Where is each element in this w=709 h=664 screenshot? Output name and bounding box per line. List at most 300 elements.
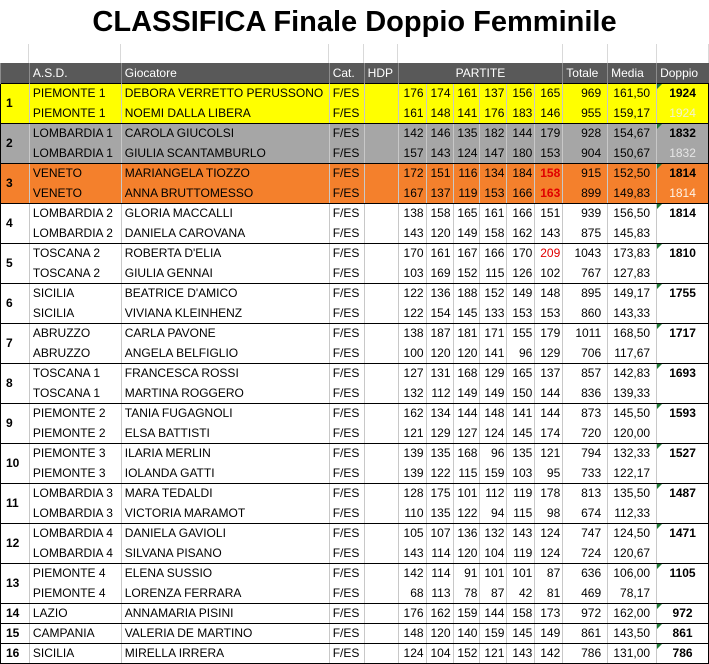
- cell-comment-marker-icon: [657, 484, 662, 489]
- doppio-value: 1814: [669, 166, 696, 181]
- game-score-cell: 149: [453, 383, 480, 403]
- game-score-cell: 135: [453, 123, 480, 143]
- game-score-cell: 128: [398, 483, 426, 503]
- game-score-cell: 127: [398, 363, 426, 383]
- game-score-cell: 152: [453, 263, 480, 283]
- game-score-cell: 107: [426, 523, 453, 543]
- table-row: [1, 303, 709, 323]
- doppio-value: 861: [672, 626, 693, 640]
- asd-cell: PIEMONTE 2: [29, 403, 121, 423]
- game-score-cell: 141: [453, 103, 480, 123]
- category-cell: F/ES: [329, 603, 364, 623]
- asd-cell: LOMBARDIA 3: [29, 503, 121, 523]
- hdp-cell: [364, 543, 398, 563]
- average-cell: 145,50: [608, 403, 657, 423]
- asd-cell: PIEMONTE 3: [29, 463, 121, 483]
- game-score-cell: 147: [480, 143, 507, 163]
- cell-comment-marker-icon: [657, 124, 662, 129]
- grid-cell: [657, 44, 709, 64]
- game-score-cell: 158: [480, 223, 507, 243]
- grid-cell: [364, 44, 398, 64]
- category-cell: F/ES: [329, 143, 364, 163]
- game-score-cell: 165: [535, 83, 563, 103]
- player-name-cell: ELENA SUSSIO: [121, 563, 329, 583]
- hdp-cell: [364, 523, 398, 543]
- category-cell: F/ES: [329, 543, 364, 563]
- game-score-cell: 133: [480, 303, 507, 323]
- doppio-value: 1471: [669, 526, 696, 541]
- game-score-cell: 129: [535, 343, 563, 363]
- rank-cell: 14: [1, 603, 30, 623]
- game-score-cell: 120: [453, 343, 480, 363]
- game-score-cell: 176: [398, 603, 426, 623]
- player-name-cell: ANNAMARIA PISINI: [121, 603, 329, 623]
- game-score-cell: 183: [507, 103, 535, 123]
- player-name-cell: MIRELLA IRRERA: [121, 643, 329, 663]
- game-score-cell: 153: [535, 143, 563, 163]
- asd-cell: PIEMONTE 3: [29, 443, 121, 463]
- category-cell: F/ES: [329, 323, 364, 343]
- doppio-value: 972: [672, 606, 693, 620]
- game-score-cell: 146: [535, 103, 563, 123]
- game-score-cell: 159: [480, 463, 507, 483]
- table-row: [1, 543, 709, 563]
- doppio-cell: [657, 223, 709, 243]
- doppio-cell: [657, 363, 709, 383]
- doppio-cell: [657, 163, 709, 183]
- header-asd: A.S.D.: [29, 63, 121, 83]
- category-cell: F/ES: [329, 103, 364, 123]
- game-score-cell: 114: [426, 563, 453, 583]
- table-row: [1, 103, 709, 123]
- game-score-cell: 135: [507, 443, 535, 463]
- hdp-cell: [364, 463, 398, 483]
- game-score-cell: 101: [480, 563, 507, 583]
- game-score-cell: 105: [398, 523, 426, 543]
- player-name-cell: NOEMI DALLA LIBERA: [121, 103, 329, 123]
- average-cell: 149,83: [608, 183, 657, 203]
- game-score-cell: 122: [426, 463, 453, 483]
- hdp-cell: [364, 303, 398, 323]
- player-name-cell: VIVIANA KLEINHENZ: [121, 303, 329, 323]
- doppio-cell: [657, 623, 709, 643]
- game-score-cell: 138: [398, 323, 426, 343]
- total-cell: 786: [563, 643, 608, 663]
- game-score-cell: 126: [507, 263, 535, 283]
- doppio-cell: [657, 543, 709, 563]
- cell-comment-marker-icon: [657, 204, 662, 209]
- game-score-cell: 120: [426, 623, 453, 643]
- doppio-cell: 1814: [657, 183, 709, 203]
- doppio-cell: [657, 503, 709, 523]
- total-cell: 767: [563, 263, 608, 283]
- rank-cell: 6: [1, 283, 30, 323]
- game-score-cell: 151: [426, 163, 453, 183]
- game-score-cell: 184: [507, 163, 535, 183]
- game-score-cell: 148: [535, 283, 563, 303]
- game-score-cell: 131: [426, 363, 453, 383]
- doppio-value: 1593: [669, 406, 696, 421]
- category-cell: F/ES: [329, 383, 364, 403]
- game-score-cell: 124: [480, 423, 507, 443]
- header-hdp: HDP: [364, 63, 398, 83]
- game-score-cell: 124: [535, 523, 563, 543]
- grid-cell: [0, 44, 29, 64]
- game-score-cell: 163: [535, 183, 563, 203]
- header-doppio: Doppio: [657, 63, 709, 83]
- average-cell: 149,17: [608, 283, 657, 303]
- game-score-cell: 161: [398, 103, 426, 123]
- game-score-cell: 103: [398, 263, 426, 283]
- total-cell: 873: [563, 403, 608, 423]
- average-cell: 161,50: [608, 83, 657, 103]
- doppio-cell: [657, 423, 709, 443]
- hdp-cell: [364, 83, 398, 103]
- average-cell: 154,67: [608, 123, 657, 143]
- game-score-cell: 124: [453, 143, 480, 163]
- table-row: [1, 263, 709, 283]
- game-score-cell: 182: [480, 123, 507, 143]
- cell-comment-marker-icon: [657, 624, 662, 629]
- game-score-cell: 158: [535, 163, 563, 183]
- player-name-cell: GIULIA GENNAI: [121, 263, 329, 283]
- game-score-cell: 134: [480, 163, 507, 183]
- total-cell: 836: [563, 383, 608, 403]
- game-score-cell: 161: [480, 203, 507, 223]
- game-score-cell: 141: [480, 343, 507, 363]
- asd-cell: TOSCANA 2: [29, 263, 121, 283]
- game-score-cell: 179: [535, 323, 563, 343]
- doppio-cell: [657, 643, 709, 663]
- table-row: [1, 523, 709, 543]
- game-score-cell: 115: [453, 463, 480, 483]
- doppio-cell: [657, 323, 709, 343]
- hdp-cell: [364, 283, 398, 303]
- average-cell: 145,83: [608, 223, 657, 243]
- total-cell: 469: [563, 583, 608, 603]
- page-title: CLASSIFICA Finale Doppio Femminile: [92, 6, 617, 38]
- doppio-cell: [657, 603, 709, 623]
- category-cell: F/ES: [329, 183, 364, 203]
- game-score-cell: 104: [426, 643, 453, 663]
- game-score-cell: 144: [480, 603, 507, 623]
- game-score-cell: 158: [426, 203, 453, 223]
- hdp-cell: [364, 183, 398, 203]
- total-cell: 955: [563, 103, 608, 123]
- game-score-cell: 120: [453, 543, 480, 563]
- game-score-cell: 143: [426, 143, 453, 163]
- cell-comment-marker-icon: [657, 404, 662, 409]
- game-score-cell: 120: [426, 343, 453, 363]
- category-cell: F/ES: [329, 563, 364, 583]
- game-score-cell: 103: [507, 463, 535, 483]
- table-row: [1, 463, 709, 483]
- category-cell: F/ES: [329, 483, 364, 503]
- doppio-cell: [657, 303, 709, 323]
- asd-cell: PIEMONTE 4: [29, 563, 121, 583]
- rank-cell: 1: [1, 83, 30, 123]
- hdp-cell: [364, 443, 398, 463]
- game-score-cell: 209: [535, 243, 563, 263]
- total-cell: 939: [563, 203, 608, 223]
- category-cell: F/ES: [329, 243, 364, 263]
- table-row: [1, 583, 709, 603]
- game-score-cell: 159: [453, 603, 480, 623]
- game-score-cell: 137: [426, 183, 453, 203]
- total-cell: 636: [563, 563, 608, 583]
- average-cell: 131,00: [608, 643, 657, 663]
- game-score-cell: 101: [453, 483, 480, 503]
- game-score-cell: 110: [398, 503, 426, 523]
- player-name-cell: DEBORA VERRETTO PERUSSONO: [121, 83, 329, 103]
- game-score-cell: 81: [535, 583, 563, 603]
- game-score-cell: 134: [426, 403, 453, 423]
- game-score-cell: 127: [453, 423, 480, 443]
- game-score-cell: 115: [480, 263, 507, 283]
- doppio-cell: [657, 383, 709, 403]
- game-score-cell: 166: [480, 243, 507, 263]
- player-name-cell: MARA TEDALDI: [121, 483, 329, 503]
- total-cell: 1011: [563, 323, 608, 343]
- game-score-cell: 162: [507, 223, 535, 243]
- game-score-cell: 149: [453, 223, 480, 243]
- cell-comment-marker-icon: [657, 444, 662, 449]
- asd-cell: PIEMONTE 2: [29, 423, 121, 443]
- total-cell: 875: [563, 223, 608, 243]
- average-cell: 159,17: [608, 103, 657, 123]
- game-score-cell: 132: [480, 523, 507, 543]
- table-row: [1, 603, 709, 623]
- total-cell: 857: [563, 363, 608, 383]
- game-score-cell: 142: [398, 563, 426, 583]
- game-score-cell: 159: [480, 623, 507, 643]
- player-name-cell: VALERIA DE MARTINO: [121, 623, 329, 643]
- game-score-cell: 120: [426, 223, 453, 243]
- game-score-cell: 146: [426, 123, 453, 143]
- game-score-cell: 143: [507, 643, 535, 663]
- game-score-cell: 137: [480, 83, 507, 103]
- game-score-cell: 165: [507, 363, 535, 383]
- rank-cell: 5: [1, 243, 30, 283]
- game-score-cell: 132: [398, 383, 426, 403]
- table-row: [1, 243, 709, 263]
- game-score-cell: 178: [535, 483, 563, 503]
- doppio-cell: [657, 263, 709, 283]
- game-score-cell: 78: [453, 583, 480, 603]
- doppio-cell: [657, 283, 709, 303]
- game-score-cell: 135: [426, 503, 453, 523]
- game-score-cell: 137: [535, 363, 563, 383]
- grid-cell: [563, 44, 608, 64]
- game-score-cell: 121: [398, 423, 426, 443]
- rank-cell: 7: [1, 323, 30, 363]
- game-score-cell: 96: [507, 343, 535, 363]
- average-cell: 132,33: [608, 443, 657, 463]
- player-name-cell: LORENZA FERRARA: [121, 583, 329, 603]
- game-score-cell: 68: [398, 583, 426, 603]
- cell-comment-marker-icon: [657, 604, 662, 609]
- player-name-cell: DANIELA GAVIOLI: [121, 523, 329, 543]
- game-score-cell: 124: [398, 643, 426, 663]
- game-score-cell: 150: [507, 383, 535, 403]
- game-score-cell: 98: [535, 503, 563, 523]
- game-score-cell: 144: [535, 383, 563, 403]
- total-cell: 860: [563, 303, 608, 323]
- cell-comment-marker-icon: [657, 284, 662, 289]
- table-row: [1, 643, 709, 663]
- average-cell: 135,50: [608, 483, 657, 503]
- game-score-cell: 145: [507, 423, 535, 443]
- doppio-value: 1814: [669, 206, 696, 221]
- game-score-cell: 167: [453, 243, 480, 263]
- category-cell: F/ES: [329, 163, 364, 183]
- game-score-cell: 100: [398, 343, 426, 363]
- total-cell: 706: [563, 343, 608, 363]
- game-score-cell: 142: [398, 123, 426, 143]
- player-name-cell: TANIA FUGAGNOLI: [121, 403, 329, 423]
- category-cell: F/ES: [329, 443, 364, 463]
- game-score-cell: 176: [480, 103, 507, 123]
- game-score-cell: 144: [453, 403, 480, 423]
- game-score-cell: 168: [453, 363, 480, 383]
- player-name-cell: ROBERTA D'ELIA: [121, 243, 329, 263]
- game-score-cell: 91: [453, 563, 480, 583]
- game-score-cell: 174: [426, 83, 453, 103]
- table-row: [1, 623, 709, 643]
- asd-cell: LAZIO: [29, 603, 121, 623]
- table-row: [1, 383, 709, 403]
- header-media: Media: [608, 63, 657, 83]
- total-cell: 813: [563, 483, 608, 503]
- average-cell: 142,83: [608, 363, 657, 383]
- standings-body: [1, 83, 709, 663]
- total-cell: 915: [563, 163, 608, 183]
- game-score-cell: 162: [426, 603, 453, 623]
- rank-cell: 12: [1, 523, 30, 563]
- doppio-cell: [657, 483, 709, 503]
- hdp-cell: [364, 203, 398, 223]
- game-score-cell: 139: [398, 463, 426, 483]
- cell-comment-marker-icon: [657, 644, 662, 649]
- average-cell: 152,50: [608, 163, 657, 183]
- game-score-cell: 112: [480, 483, 507, 503]
- doppio-value: 1755: [669, 286, 696, 301]
- category-cell: F/ES: [329, 283, 364, 303]
- total-cell: 969: [563, 83, 608, 103]
- game-score-cell: 153: [480, 183, 507, 203]
- game-score-cell: 149: [480, 383, 507, 403]
- cell-comment-marker-icon: [657, 164, 662, 169]
- total-cell: 733: [563, 463, 608, 483]
- asd-cell: VENETO: [29, 163, 121, 183]
- game-score-cell: 174: [535, 423, 563, 443]
- game-score-cell: 42: [507, 583, 535, 603]
- game-score-cell: 179: [535, 123, 563, 143]
- rank-cell: 11: [1, 483, 30, 523]
- total-cell: 904: [563, 143, 608, 163]
- standings-table: [0, 63, 709, 664]
- asd-cell: LOMBARDIA 2: [29, 203, 121, 223]
- asd-cell: TOSCANA 1: [29, 363, 121, 383]
- game-score-cell: 145: [453, 303, 480, 323]
- game-score-cell: 144: [535, 403, 563, 423]
- hdp-cell: [364, 143, 398, 163]
- total-cell: 928: [563, 123, 608, 143]
- player-name-cell: IOLANDA GATTI: [121, 463, 329, 483]
- rank-cell: 13: [1, 563, 30, 603]
- table-row: [1, 183, 709, 203]
- game-score-cell: 162: [398, 403, 426, 423]
- hdp-cell: [364, 403, 398, 423]
- header-cat: Cat.: [329, 63, 364, 83]
- hdp-cell: [364, 603, 398, 623]
- asd-cell: SICILIA: [29, 643, 121, 663]
- game-score-cell: 114: [426, 543, 453, 563]
- asd-cell: CAMPANIA: [29, 623, 121, 643]
- hdp-cell: [364, 223, 398, 243]
- doppio-cell: 1924: [657, 103, 709, 123]
- category-cell: F/ES: [329, 203, 364, 223]
- player-name-cell: VICTORIA MARAMOT: [121, 503, 329, 523]
- hdp-cell: [364, 163, 398, 183]
- game-score-cell: 139: [398, 443, 426, 463]
- category-cell: F/ES: [329, 643, 364, 663]
- game-score-cell: 101: [507, 563, 535, 583]
- average-cell: 117,67: [608, 343, 657, 363]
- game-score-cell: 87: [480, 583, 507, 603]
- category-cell: F/ES: [329, 583, 364, 603]
- total-cell: 1043: [563, 243, 608, 263]
- asd-cell: LOMBARDIA 1: [29, 143, 121, 163]
- game-score-cell: 112: [426, 383, 453, 403]
- hdp-cell: [364, 123, 398, 143]
- header-partite: PARTITE: [398, 63, 563, 83]
- hdp-cell: [364, 263, 398, 283]
- doppio-cell: [657, 523, 709, 543]
- game-score-cell: 172: [398, 163, 426, 183]
- game-score-cell: 144: [507, 123, 535, 143]
- game-score-cell: 148: [398, 623, 426, 643]
- hdp-cell: [364, 643, 398, 663]
- game-score-cell: 169: [426, 263, 453, 283]
- category-cell: F/ES: [329, 343, 364, 363]
- doppio-value: 1487: [669, 486, 696, 501]
- hdp-cell: [364, 583, 398, 603]
- asd-cell: ABRUZZO: [29, 343, 121, 363]
- category-cell: F/ES: [329, 623, 364, 643]
- average-cell: 106,00: [608, 563, 657, 583]
- category-cell: F/ES: [329, 363, 364, 383]
- asd-cell: LOMBARDIA 4: [29, 543, 121, 563]
- game-score-cell: 158: [507, 603, 535, 623]
- player-name-cell: ILARIA MERLIN: [121, 443, 329, 463]
- player-name-cell: FRANCESCA ROSSI: [121, 363, 329, 383]
- category-cell: F/ES: [329, 223, 364, 243]
- player-name-cell: MARTINA ROGGERO: [121, 383, 329, 403]
- average-cell: 168,50: [608, 323, 657, 343]
- player-name-cell: BEATRICE D'AMICO: [121, 283, 329, 303]
- category-cell: F/ES: [329, 83, 364, 103]
- game-score-cell: 140: [453, 623, 480, 643]
- game-score-cell: 129: [426, 423, 453, 443]
- table-row: [1, 223, 709, 243]
- game-score-cell: 151: [535, 203, 563, 223]
- hdp-cell: [364, 243, 398, 263]
- rank-cell: 4: [1, 203, 30, 243]
- hdp-cell: [364, 323, 398, 343]
- game-score-cell: 168: [453, 443, 480, 463]
- doppio-cell: 1832: [657, 143, 709, 163]
